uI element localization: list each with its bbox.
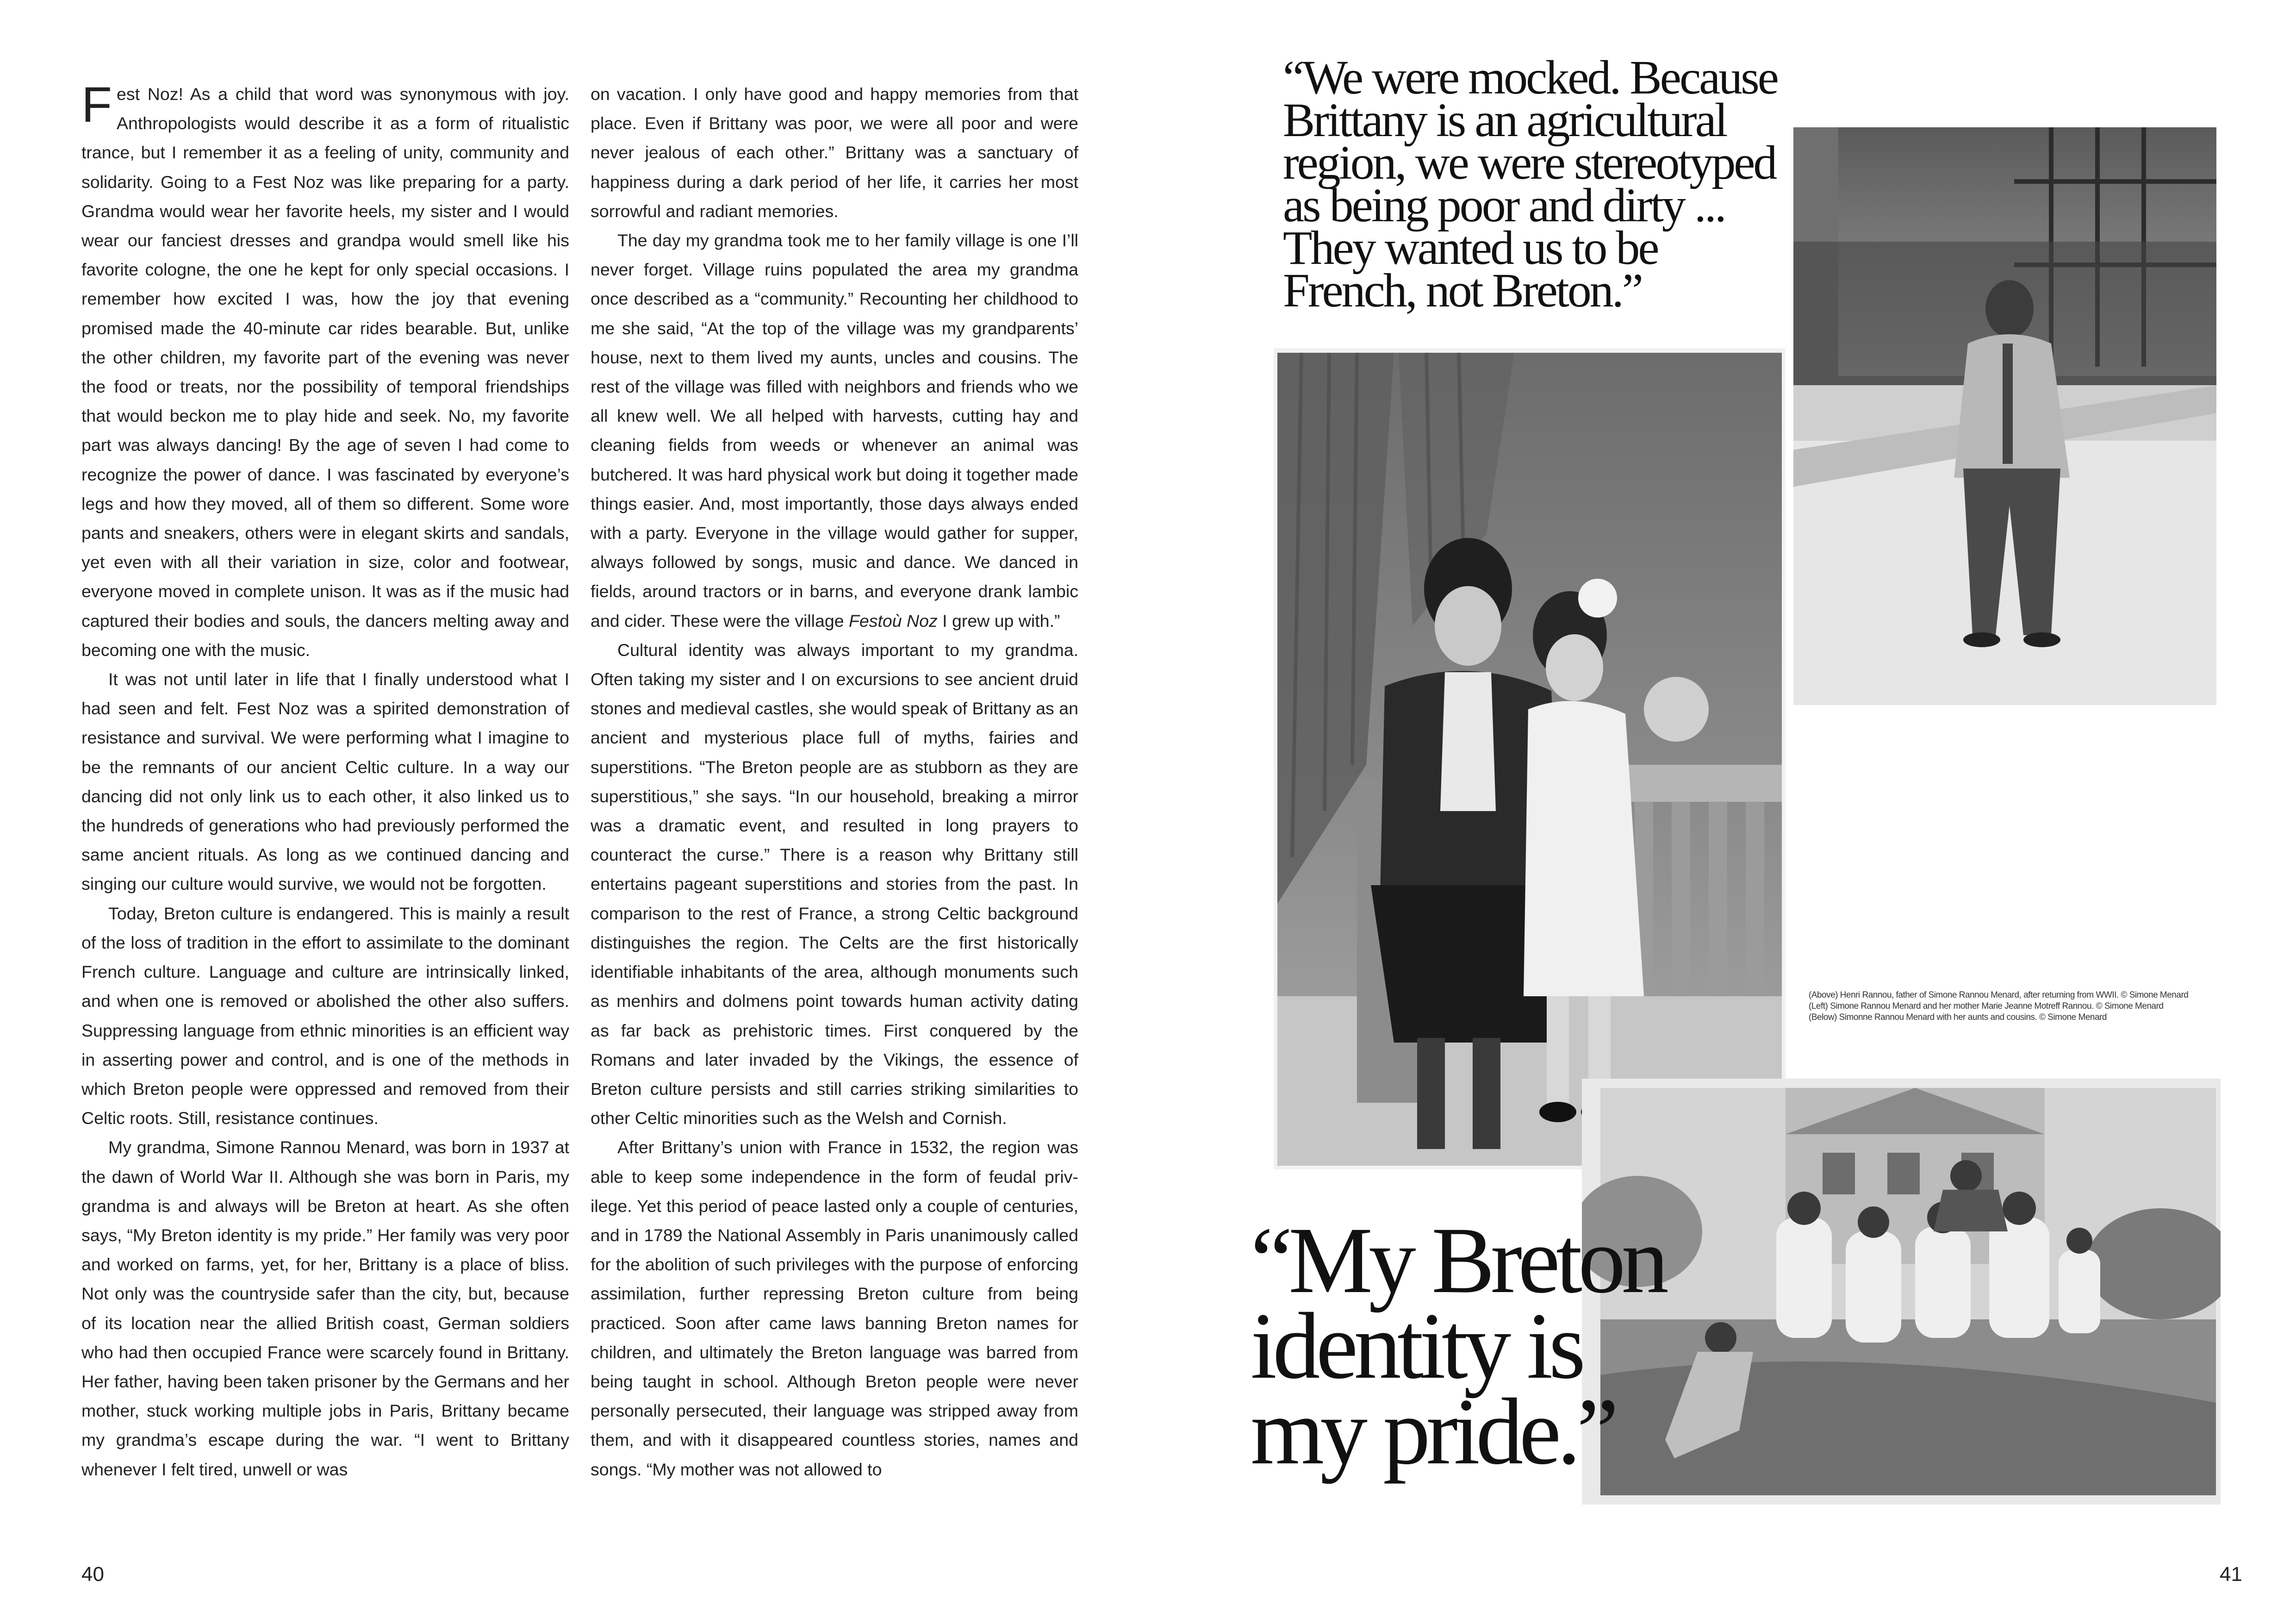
drop-cap: F: [81, 80, 112, 132]
page-number-right: 41: [2220, 1563, 2242, 1586]
paragraph: Fest Noz! As a child that word was synonymous with joy. Anthropologists would describe it as a form of ritualistic trance, but I remember it as a feeling of unity, community and solidarity. Going to a Fest Noz was like preparing for a party. Grandma would wear her favorite heels, my sister and I would wear our fanciest dresses and grandpa would smell like his favorite cologne, the one he kept for only special occasions. I remember how excited I was, how the joy that evening promised made the 40-minute car rides bearable. But, unlike the other children, my favorite part of the evening was never the food or treats, nor the possibility of temporal friendships that would beckon me to play hide and seek. No, my favorite part was always dancing! By the age of seven I had come to recognize the power of dance. I was fascinated by everyone’s legs and how they moved, all of them so different. Some wore pants and sneakers, others were in elegant skirts and sandals, yet even with all their variation in size, color and footwear, everyone moved in complete unison. It was as if the music had captured their bodies and souls, the dancers melting away and becoming one with the music.: [81, 80, 569, 660]
photo-captions: [1809, 990, 2211, 1023]
paragraph: on vacation. I only have good and happy memories from that place. Even if Brittany was poor, we were all poor and were never jealous of each other.” Brittany was a sanctuary of happiness during a dark period of her life, it carries her most sorrowful and radiant memories.: [591, 84, 1078, 221]
photo-henri-rannou: [1792, 126, 2218, 706]
caption-left: (Left) Simone Rannou Menard and her mother Marie Jeanne Motreff Rannou. © Simone Menard: [1809, 1001, 2164, 1011]
pull-quote-big: “My Breton identity is my pride.”: [1251, 1208, 1665, 1484]
paragraph: Today, Breton culture is endangered. This is mainly a result of the loss of tradition in the effort to assimilate to the dominant French culture. Language and culture are intrinsically linked, and when one is removed or abolished the other also suffers. Suppressing language from ethnic minorities is an efficient way in asserting power and control, and is one of the methods in which Breton people were oppressed and removed from their Celtic roots. Still, resistance continues.: [81, 903, 569, 1128]
page-number-left: 40: [81, 1563, 104, 1586]
italic-phrase: Festoù Noz: [848, 611, 938, 631]
caption-above: (Above) Henri Rannou, father of Simone Rannou Menard, after returning from WWII. © Simone Menard: [1809, 990, 2189, 1000]
paragraph: Cultural identity was always important to my grandma. Often taking my sister and I on excursions to see ancient druid stones and medieval castles, she would speak of Brittany as an ancient and mysterious place full of myths, fairies and superstitions. “The Breton people are as stubborn as they are superstitious,” she says. “In our household, breaking a mirror was a dramatic event, and resulted in long prayers to counteract the curse.” There is a reason why Brittany still entertains pageant superstitions and stories from the past. In comparison to the rest of France, a strong Celtic background distinguishes the region. The Celts are the first historically identifiable inhabitants of the area, although monuments such as menhirs and dolmens point towards human activity dating as far back as prehistoric times. First conquered by the Romans and later invaded by the Vikings, the essence of Breton culture persists and still carries striking similarities to other Celtic minorities such as the Welsh and Cornish.: [591, 640, 1078, 1128]
caption-below: (Below) Simonne Rannou Menard with her aunts and cousins. © Simone Menard: [1809, 1012, 2107, 1022]
photo-simone-and-mother: [1274, 348, 1786, 1169]
paragraph: My grandma, Simone Rannou Menard, was born in 1937 at the dawn of World War II. Although she was born in Paris, my grandma is and always will be Breton at heart. As she often says, “My Breton identity is my pride.” Her family was very poor and worked on farms, yet, for her, Brittany is a place of bliss. Not only was the countryside safer than the city, but, because of its location near the allied British coast, German soldiers who had then occupied France were scarcely found in Brittany. Her father, having been taken prisoner by the Germans and her mother, stuck working multiple jobs in Paris, Brittany became my grandma’s escape during the war. “I went to Brittany whenever I felt tired, unwell or was: [81, 1137, 569, 1479]
paragraph: The day my grandma took me to her family village is one I’ll never forget. Village ruins populated the area my grandma once described as a “community.” Recounting her childhood to me she said, “At the top of the village was my grandparents’ house, next to them lived my aunts, uncles and cousins. The rest of the village was filled with neighbors and friends who we all knew well. We all helped with harvests, cutting hay and cleaning fields from weeds or whenever an animal was butchered. It was hard physical work but doing it together made things easier. And, most importantly, those days always ended with a party. Everyone in the village would gather for supper, always followed by songs, music and dance. We danced in fields, around tractors or in barns, and everyone drank lambic and cider. These were the village Festoù Noz I grew up with.”: [591, 231, 1078, 631]
article-column-2: [591, 80, 1078, 1496]
paragraph: It was not until later in life that I finally understood what I had seen and felt. Fest Noz was a spirited demonstration of resistance and survival. We were performing what I imagine to be the remnants of our ancient Celtic culture. In a way our dancing did not only link us to each other, it also linked us to the hundreds of generations who had previously performed the same ancient rituals. As long as we continued dancing and singing our culture would survive, we would not be forgotten.: [81, 669, 569, 894]
pull-quote-top: “We were mocked. Because Brittany is an agricultural region, we were stereotyped as being poor and dirty ... They wanted us to be French, not Breton.”: [1283, 51, 1777, 317]
paragraph: After Brittany’s union with France in 1532, the region was able to keep some independence in the form of feudal privilege. Yet this period of peace lasted only a couple of centuries, and in 1789 the National Assembly in Paris unanimously called for the abolition of such privileges with the purpose of enforcing assimilation, further repressing Breton culture from being practiced. Soon after came laws banning Breton names for children, and ultimately the Breton language was barred from being taught in school. Although Breton people were never personally persecuted, their language was stripped away from them, and with it disappeared countless stories, names and songs. “My mother was not allowed to: [591, 1137, 1078, 1479]
article-column-1: [81, 80, 569, 1496]
